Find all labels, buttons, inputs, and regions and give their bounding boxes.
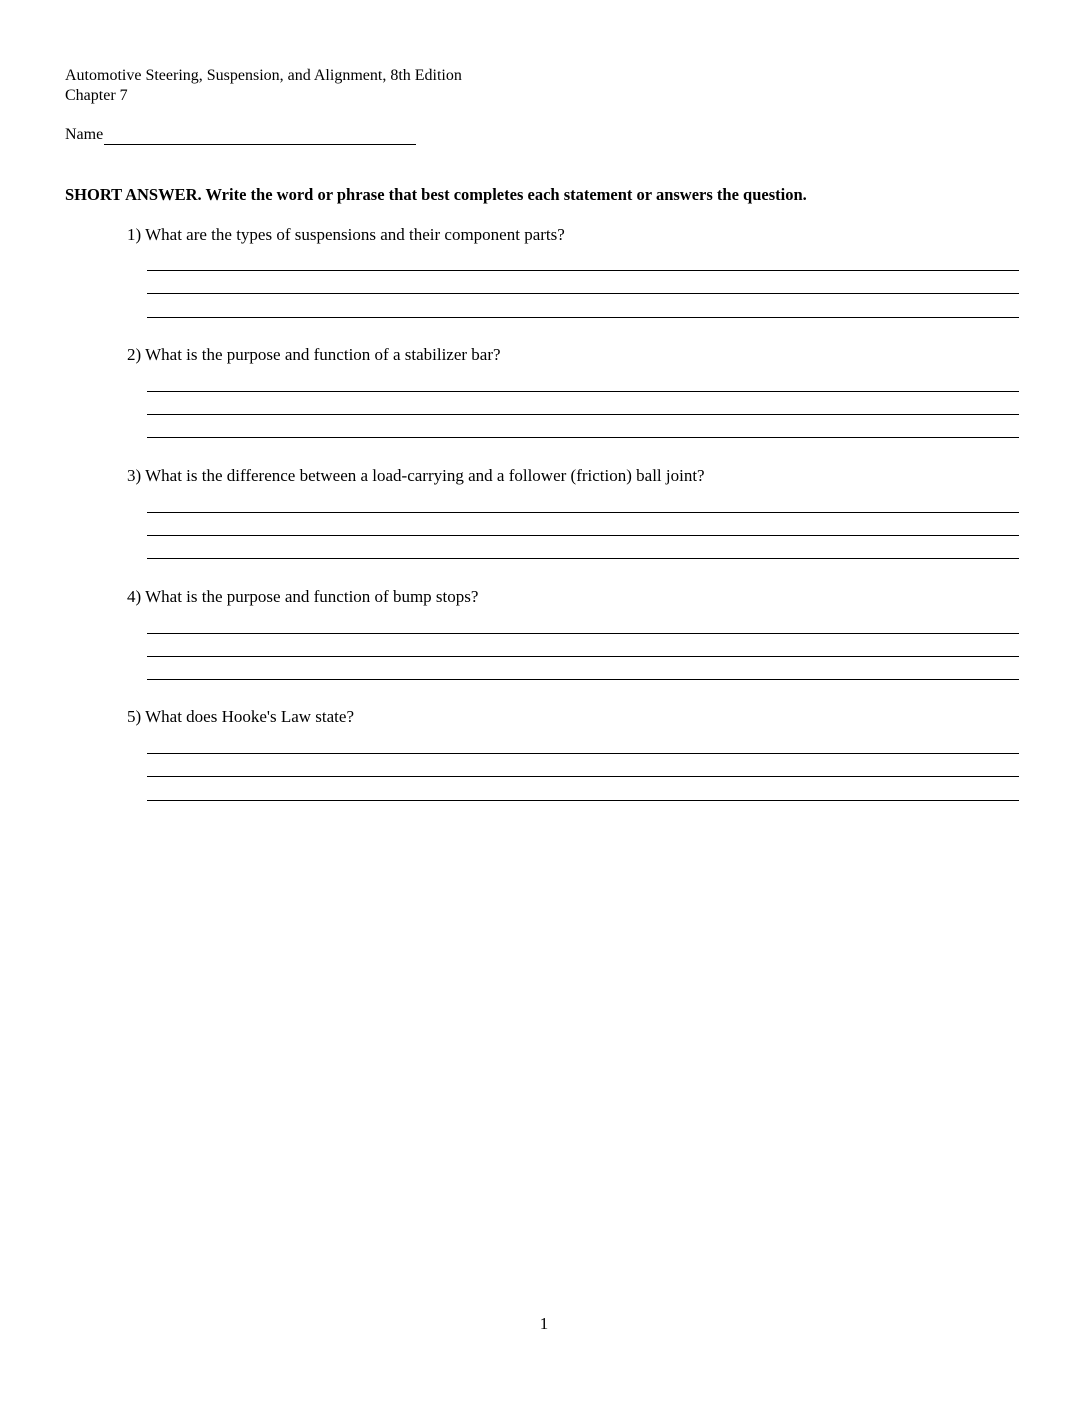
answer-line[interactable] [147,391,1019,392]
name-label: Name [65,126,104,143]
answer-line[interactable] [147,535,1019,536]
answer-line[interactable] [147,656,1019,657]
answer-line[interactable] [147,558,1019,559]
answer-line[interactable] [147,800,1019,801]
answer-line[interactable] [147,317,1019,318]
question-3: 3) What is the difference between a load-carrying and a follower (friction) ball joint? [127,466,705,485]
answer-line[interactable] [147,679,1019,680]
document-title: Automotive Steering, Suspension, and Alignment, 8th Edition [65,67,462,84]
answer-line[interactable] [147,753,1019,754]
instructions: SHORT ANSWER. Write the word or phrase that best completes each statement or answers the question. [65,185,807,204]
page-number: 1 [539,1314,549,1333]
answer-line[interactable] [147,776,1019,777]
answer-line[interactable] [147,633,1019,634]
answer-line[interactable] [147,270,1019,271]
answer-line[interactable] [147,512,1019,513]
question-2: 2) What is the purpose and function of a stabilizer bar? [127,345,501,364]
answer-line[interactable] [147,414,1019,415]
question-4: 4) What is the purpose and function of bump stops? [127,587,479,606]
question-1: 1) What are the types of suspensions and their component parts? [127,225,565,244]
question-5: 5) What does Hooke's Law state? [127,707,354,726]
answer-line[interactable] [147,293,1019,294]
name-input-line[interactable] [104,127,416,145]
chapter-label: Chapter 7 [65,87,128,104]
name-row [65,125,416,145]
answer-line[interactable] [147,437,1019,438]
